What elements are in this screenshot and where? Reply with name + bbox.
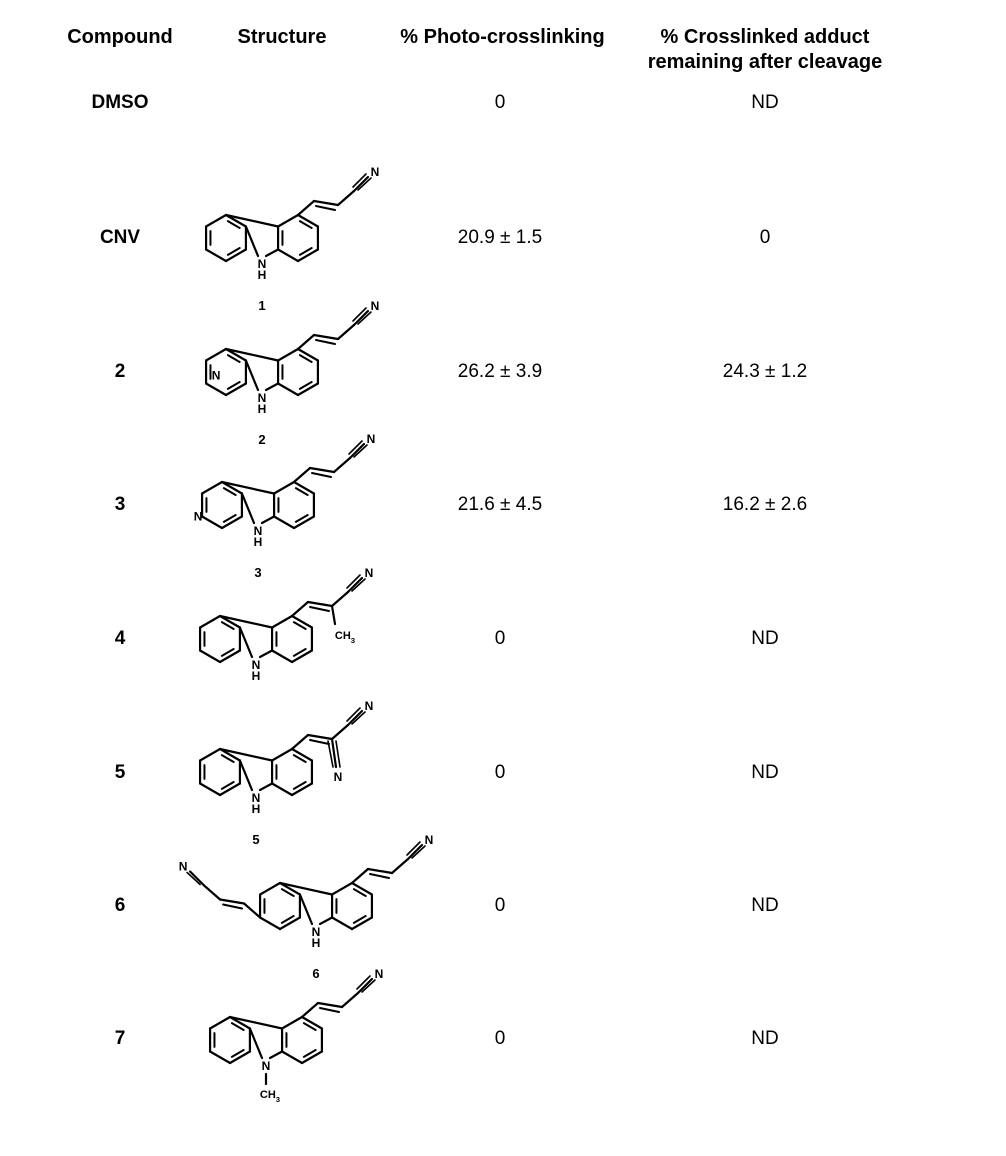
- photo-value-3: 21.6 ± 4.5: [457, 494, 543, 515]
- adduct-value-5: ND: [751, 762, 779, 783]
- compound-number-label: 6: [312, 966, 320, 981]
- compound-number-label: 1: [258, 298, 266, 313]
- compound-6: 6: [114, 895, 126, 916]
- ring-h-label: H: [253, 535, 263, 549]
- nitrile-n-label: N: [424, 833, 434, 847]
- adduct-value-4: ND: [751, 628, 779, 649]
- compound-4: 4: [114, 628, 126, 649]
- ring-h-label: H: [251, 802, 261, 816]
- ring-h-label: H: [257, 268, 267, 282]
- structure-2: [206, 299, 379, 447]
- ring-n-label: N: [261, 1059, 271, 1073]
- adduct-value-cnv: 0: [759, 227, 771, 248]
- ring-n-label: N: [253, 524, 263, 538]
- photo-value-5: 0: [494, 762, 506, 783]
- pyridine-n-label: N: [193, 509, 203, 524]
- photo-value-4: 0: [494, 628, 506, 649]
- ring-n-label: N: [257, 257, 267, 271]
- nitrile-n-label: N: [374, 967, 384, 981]
- structure-cnv: [206, 165, 379, 313]
- ring-h-label: H: [257, 402, 267, 416]
- nitrile-n-label: N: [333, 770, 343, 784]
- n-methyl-label: $CH_3$: [259, 1089, 281, 1104]
- adduct-value-3: 16.2 ± 2.6: [722, 494, 808, 515]
- adduct-value-7: ND: [751, 1028, 779, 1049]
- structure-5: [200, 699, 373, 847]
- ring-n-label: N: [257, 391, 267, 405]
- structure-7: [210, 967, 383, 1104]
- compound-7: 7: [114, 1028, 126, 1049]
- compound-2: 2: [114, 361, 126, 382]
- photo-value-6: 0: [494, 895, 506, 916]
- nitrile-n-label: N: [178, 859, 188, 874]
- header-photo-crosslinking: % Photo-crosslinking: [400, 26, 605, 48]
- compound-cnv: CNV: [99, 227, 141, 248]
- compound-dmso: DMSO: [91, 92, 149, 113]
- header-structure: Structure: [237, 26, 327, 48]
- ring-n-label: N: [251, 791, 261, 805]
- nitrile-n-label: N: [364, 699, 374, 713]
- compound-5: 5: [114, 762, 126, 783]
- header-compound: Compound: [67, 26, 173, 48]
- methyl-label: $CH_3$: [334, 630, 356, 645]
- header-adduct-line2: remaining after cleavage: [647, 51, 883, 73]
- adduct-value-2: 24.3 ± 1.2: [722, 361, 808, 382]
- compound-number-label: 2: [258, 432, 266, 447]
- header-adduct-line1: % Crosslinked adduct: [660, 26, 870, 48]
- compound-3: 3: [114, 494, 126, 515]
- adduct-value-6: ND: [751, 895, 779, 916]
- nitrile-n-label: N: [364, 566, 374, 580]
- nitrile-n-label: N: [370, 165, 380, 179]
- ring-h-label: H: [251, 669, 261, 683]
- photo-value-7: 0: [494, 1028, 506, 1049]
- pyridine-n-label: N: [211, 368, 221, 383]
- adduct-value-dmso: ND: [751, 92, 779, 113]
- structure-6: [179, 833, 434, 981]
- ring-h-label: H: [311, 936, 321, 950]
- photo-value-cnv: 20.9 ± 1.5: [457, 227, 543, 248]
- photo-value-dmso: 0: [494, 92, 506, 113]
- nitrile-n-label: N: [366, 432, 376, 446]
- structure-3: [194, 432, 376, 580]
- ring-n-label: N: [251, 658, 261, 672]
- ring-n-label: N: [311, 925, 321, 939]
- compound-number-label: 5: [252, 832, 260, 847]
- compound-number-label: 3: [254, 565, 262, 580]
- structure-4: [200, 566, 373, 683]
- photo-value-2: 26.2 ± 3.9: [457, 361, 543, 382]
- nitrile-n-label: N: [370, 299, 380, 313]
